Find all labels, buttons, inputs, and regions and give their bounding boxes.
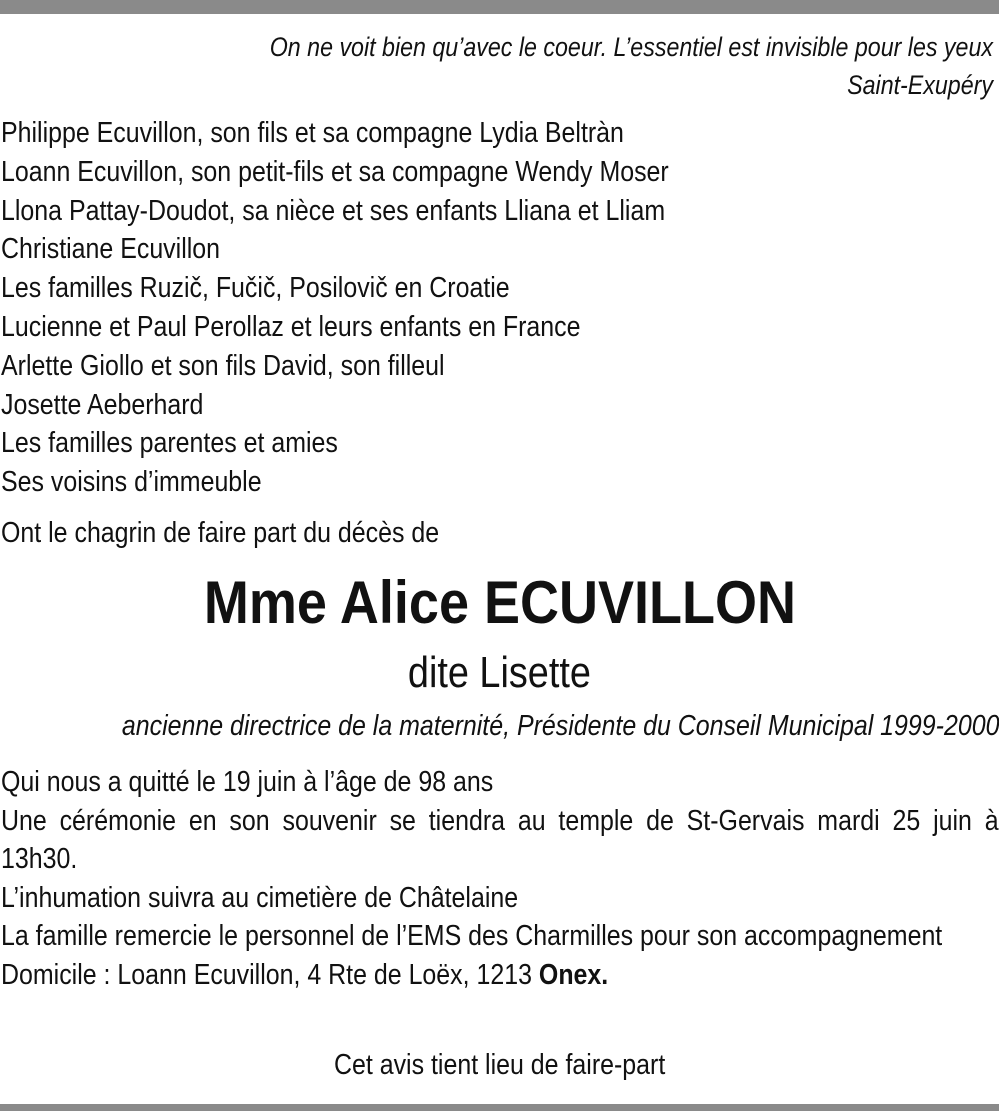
domicile-address: Domicile : Loann Ecuvillon, 4 Rte de Loëx, 1213 <box>1 958 539 991</box>
epigraph <box>270 28 993 104</box>
deceased-nickname-text: dite Lisette <box>407 648 592 697</box>
family-list <box>1 114 999 552</box>
domicile-city: Onex. <box>538 958 609 991</box>
family-line: Ses voisins d’immeuble <box>1 466 262 499</box>
family-line: Llona Pattay-Doudot, sa nièce et ses enfants Lliana et Lliam <box>1 194 666 227</box>
family-line: Les familles Ruzič, Fučič, Posilovič en Croatie <box>1 272 510 305</box>
burial-line: L’inhumation suivra au cimetière de Châtelaine <box>1 881 519 914</box>
thanks-line: La famille remercie le personnel de l’EMS des Charmilles pour son accompagnement <box>1 920 943 953</box>
family-line: Christiane Ecuvillon <box>1 233 221 266</box>
passed-line: Qui nous a quitté le 19 juin à l’âge de 98 ans <box>1 766 494 798</box>
deceased-role: ancienne directrice de la maternité, Présidente du Conseil Municipal 1999-2000 <box>121 710 999 742</box>
details-section <box>1 763 999 995</box>
top-divider <box>0 0 999 14</box>
family-line: Philippe Ecuvillon, son fils et sa compagne Lydia Beltràn <box>1 117 624 149</box>
epigraph-text: On ne voit bien qu’avec le coeur. L’essentiel est invisible pour les yeux <box>269 32 993 62</box>
bottom-divider <box>0 1104 999 1111</box>
deceased-name <box>0 568 999 638</box>
announcement: Ont le chagrin de faire part du décès de <box>1 516 440 549</box>
ceremony-line: Une cérémonie en son souvenir se tiendra au temple de St-Gervais mardi 25 juin à 13h30. <box>1 804 999 876</box>
epigraph-author: Saint-Exupéry <box>847 70 993 100</box>
family-line: Arlette Giollo et son fils David, son filleul <box>1 349 445 382</box>
family-line: Loann Ecuvillon, son petit-fils et sa compagne Wendy Moser <box>1 155 669 188</box>
family-line: Les familles parentes et amies <box>1 427 338 460</box>
family-line: Josette Aeberhard <box>1 388 204 421</box>
closing-text: Cet avis tient lieu de faire-part <box>333 1049 666 1081</box>
family-line: Lucienne et Paul Perollaz et leurs enfants en France <box>1 310 581 343</box>
domicile-line <box>1 956 859 995</box>
deceased-nickname <box>0 646 999 700</box>
deceased-name-text: Mme Alice ECUVILLON <box>203 569 796 636</box>
closing-note <box>0 1046 999 1084</box>
